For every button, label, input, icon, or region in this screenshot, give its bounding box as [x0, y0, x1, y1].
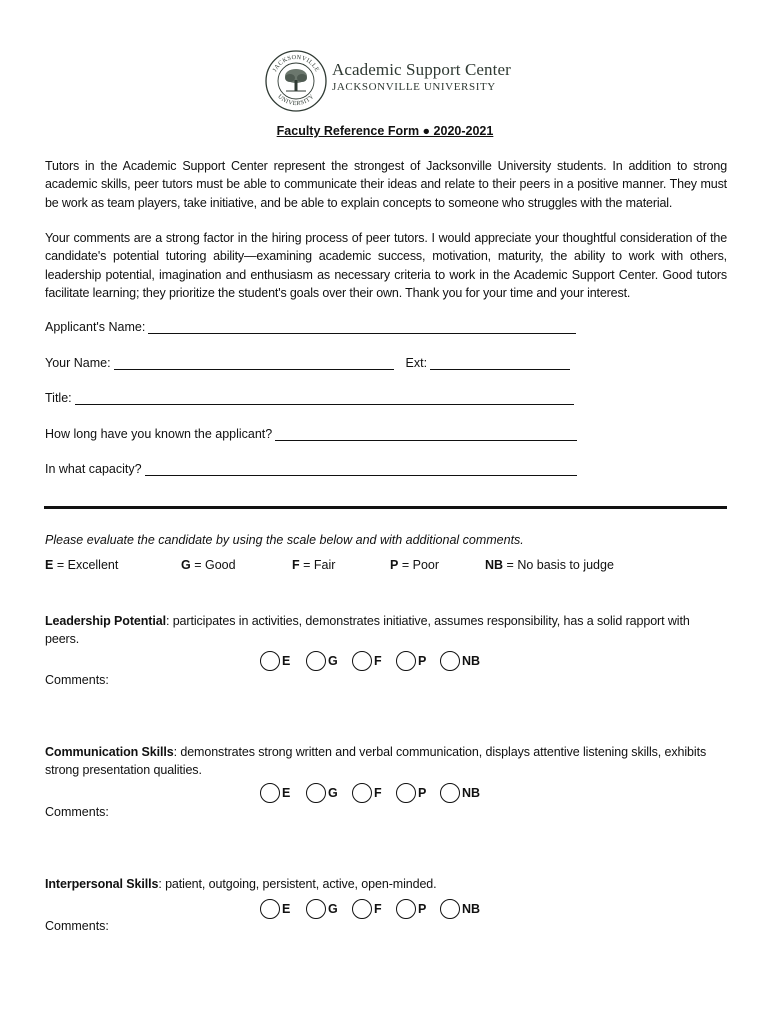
rating-label: NB [462, 786, 481, 800]
your-name-line[interactable] [114, 357, 394, 370]
rating-label: P [418, 902, 427, 916]
intro-paragraph-1: Tutors in the Academic Support Center represent the strongest of Jacksonville University students. In addition to strong academic skills, peer tutors must be able to communicate their ideas and relate to their peers in a positive manner. They must be work as team players, take initiative, and be able to explain concepts to someone who struggles with the material. [45, 159, 727, 210]
radio-circle-icon[interactable] [260, 651, 280, 671]
intro-paragraph-2: Your comments are a strong factor in the hiring process of peer tutors. I would appreciate your thoughtful consideration of the candidate's potential tutoring ability—examining academic success, motivation, maturity, the ability to work with others, leadership potential, imagination and enthusiasm as necessary criteria to work in the Academic Support Center. Good tutors facilitate learning; they prioritize the student's goals over their own. Thank you for your time and your interest. [45, 231, 727, 300]
scale-meaning: = Fair [303, 558, 336, 572]
rating-e[interactable] [260, 783, 290, 803]
section-divider [44, 506, 727, 509]
scale-code: F [292, 558, 300, 572]
rating-p[interactable] [396, 783, 426, 803]
rating-label: NB [462, 654, 481, 668]
radio-circle-icon[interactable] [352, 651, 372, 671]
section-description: : participates in activities, demonstrates initiative, assumes responsibility, has a solid rapport with peers. [45, 614, 690, 646]
title-label: Title: [45, 391, 72, 405]
your-name-field [45, 356, 570, 370]
rating-label: P [418, 786, 427, 800]
radio-circle-icon[interactable] [306, 783, 326, 803]
logo-title: Academic Support Center [332, 60, 511, 79]
title-field [45, 391, 574, 405]
scale-poor [390, 558, 439, 572]
scale-meaning: = No basis to judge [506, 558, 614, 572]
rating-label: E [282, 902, 291, 916]
rating-label: F [374, 654, 382, 668]
rating-label: F [374, 786, 382, 800]
rating-f[interactable] [352, 783, 382, 803]
rating-label: F [374, 902, 382, 916]
title-line[interactable] [75, 392, 574, 405]
scale-code: E [45, 558, 54, 572]
radio-circle-icon[interactable] [440, 783, 460, 803]
radio-circle-icon[interactable] [352, 899, 372, 919]
capacity-field [45, 462, 577, 476]
leadership-comments-label: Comments: [45, 673, 109, 687]
your-name-label: Your Name: [45, 356, 111, 370]
radio-circle-icon[interactable] [396, 651, 416, 671]
interpersonal-section [45, 875, 715, 893]
radio-circle-icon[interactable] [396, 899, 416, 919]
radio-circle-icon[interactable] [440, 651, 460, 671]
form-title: Faculty Reference Form ● 2020-2021 [276, 124, 494, 138]
rating-f[interactable] [352, 651, 382, 671]
rating-p[interactable] [396, 651, 426, 671]
svg-text:UNIVERSITY: UNIVERSITY [276, 93, 316, 108]
capacity-line[interactable] [145, 463, 577, 476]
scale-fair [292, 558, 335, 572]
section-name: Communication Skills [45, 745, 174, 759]
scale-code: P [390, 558, 399, 572]
how-long-field [45, 427, 577, 441]
ext-label: Ext: [405, 356, 428, 370]
section-description: : demonstrates strong written and verbal communication, displays attentive listening skills, exhibits strong presentation qualities. [45, 745, 707, 777]
how-long-label: How long have you known the applicant? [45, 427, 273, 441]
scale-code: NB [485, 558, 504, 572]
applicant-name-field [45, 320, 576, 334]
section-name: Leadership Potential [45, 614, 166, 628]
evaluation-instruction: Please evaluate the candidate by using the scale below and with additional comments. [45, 533, 524, 547]
applicant-name-line[interactable] [148, 321, 576, 334]
scale-good [181, 558, 236, 572]
capacity-label: In what capacity? [45, 462, 142, 476]
rating-label: P [418, 654, 427, 668]
rating-p[interactable] [396, 899, 426, 919]
ext-line[interactable] [430, 357, 570, 370]
scale-meaning: = Excellent [56, 558, 119, 572]
rating-label: E [282, 786, 291, 800]
how-long-line[interactable] [275, 428, 577, 441]
interpersonal-comments-label: Comments: [45, 919, 109, 933]
radio-circle-icon[interactable] [306, 651, 326, 671]
logo-subtitle: JACKSONVILLE UNIVERSITY [332, 81, 496, 93]
section-name: Interpersonal Skills [45, 877, 159, 891]
communication-comments-label: Comments: [45, 805, 109, 819]
section-description: : patient, outgoing, persistent, active, open-minded. [158, 877, 437, 891]
rating-g[interactable] [306, 899, 338, 919]
radio-circle-icon[interactable] [306, 899, 326, 919]
rating-label: G [328, 654, 338, 668]
leadership-section [45, 612, 715, 648]
applicant-name-label: Applicant's Name: [45, 320, 146, 334]
rating-nb[interactable] [440, 783, 480, 803]
rating-label: G [328, 786, 338, 800]
radio-circle-icon[interactable] [396, 783, 416, 803]
radio-circle-icon[interactable] [260, 899, 280, 919]
radio-circle-icon[interactable] [352, 783, 372, 803]
rating-g[interactable] [306, 651, 338, 671]
rating-label: G [328, 902, 338, 916]
university-seal-icon [264, 49, 328, 113]
rating-nb[interactable] [440, 899, 480, 919]
rating-e[interactable] [260, 651, 290, 671]
rating-label: NB [462, 902, 481, 916]
svg-text:JACKSONVILLE: JACKSONVILLE [271, 53, 321, 74]
rating-nb[interactable] [440, 651, 480, 671]
scale-meaning: = Good [194, 558, 236, 572]
scale-meaning: = Poor [401, 558, 440, 572]
scale-no-basis [485, 558, 614, 572]
communication-section [45, 743, 715, 779]
rating-f[interactable] [352, 899, 382, 919]
rating-g[interactable] [306, 783, 338, 803]
rating-label: E [282, 654, 291, 668]
radio-circle-icon[interactable] [260, 783, 280, 803]
rating-e[interactable] [260, 899, 290, 919]
radio-circle-icon[interactable] [440, 899, 460, 919]
scale-excellent [45, 558, 118, 572]
scale-code: G [181, 558, 191, 572]
